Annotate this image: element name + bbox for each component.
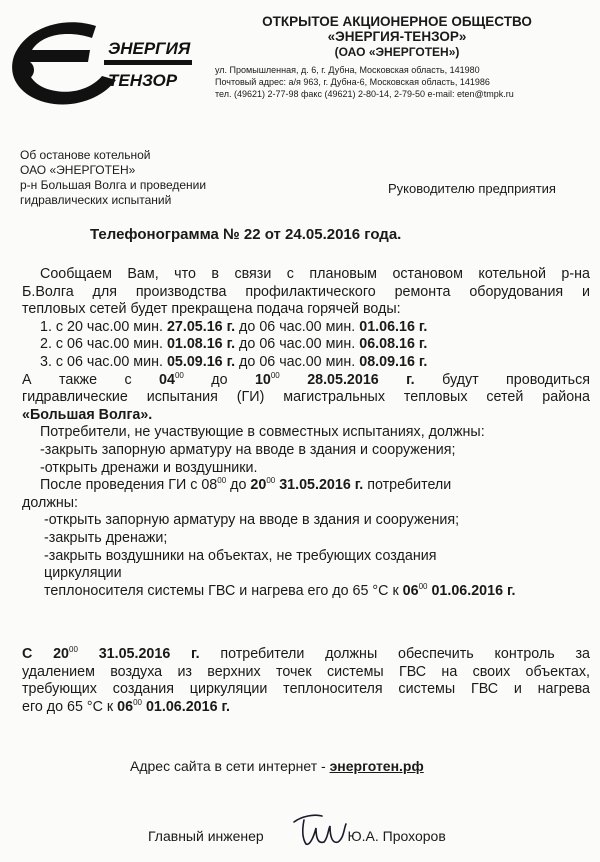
tests-line: гидравлические испытания (ГИ) магистральных тепловых сетей района: [22, 389, 590, 406]
org-postal-address: Почтовый адрес: а/я 963, г. Дубна-6, Московская область, 141986: [215, 77, 490, 87]
final-line: его до 65 °С к $06^{00}$ 01.06.2016 г.: [22, 697, 230, 715]
org-contacts: тел. (49621) 2-77-98 факс (49621) 2-80-14, 2-79-50 e-mail: eten@tmpk.ru: [215, 89, 514, 99]
body-text: [22, 266, 590, 600]
period-item: 3. с 06 час.00 мин. 05.09.16 г. до 06 час.00 мин. 08.09.16 г.: [40, 353, 428, 370]
addressee: Руководителю предприятия: [388, 181, 556, 196]
after-tests-item: теплоносителя системы ГВС и нагрева его до 65 °С к $06^{00}$ 01.06.2016 г.: [44, 581, 516, 599]
signer-name: Ю.А. Прохоров: [347, 828, 446, 844]
period-item: 1. с 20 час.00 мин. 27.05.16 г. до 06 час.00 мин. 01.06.16 г.: [40, 318, 428, 335]
org-name-line1: ОТКРЫТОЕ АКЦИОНЕРНОЕ ОБЩЕСТВО: [262, 14, 532, 29]
logo-word-energia: ЭНЕРГИЯ: [108, 39, 191, 58]
after-tests-item: -закрыть воздушники на объектах, не требующих создания: [44, 547, 437, 564]
after-tests-line: После проведения ГИ с $08^{00}$ до $20^{00}$ 31.05.2016 г. потребители: [40, 476, 452, 494]
logo-word-tenzor: ТЕНЗОР: [108, 71, 178, 90]
after-tests-item: -закрыть дренажи;: [44, 529, 168, 546]
final-line: удалением воздуха из верхних точек системы ГВС на своих объектах,: [22, 663, 590, 680]
company-logo: [8, 18, 198, 113]
subject-line: р-н Большая Волга и проведении: [20, 178, 207, 192]
website-line: [130, 758, 424, 774]
consumers-item: -открыть дренажи и воздушники.: [40, 459, 258, 476]
org-address: ул. Промышленная, д. 6, г. Дубна, Московская область, 141980: [215, 65, 480, 75]
subject-line: гидравлических испытаний: [20, 193, 172, 207]
document-title: Телефонограмма № 22 от 24.05.2016 года.: [90, 226, 402, 243]
subject-line: Об останове котельной: [20, 148, 151, 162]
website-label: Адрес сайта в сети интернет -: [130, 758, 330, 774]
tests-district: «Большая Волга».: [22, 406, 153, 423]
period-item: 2. с 06 час.00 мин. 01.08.16 г. до 06 час.00 мин. 06.08.16 г.: [40, 336, 428, 353]
org-short-name: (ОАО «ЭНЕРГОТЕН»): [334, 45, 460, 59]
intro-line: Сообщаем Вам, что в связи с плановым остановом котельной р-на: [40, 266, 590, 282]
final-line: требующих создания циркуляции теплоносителя системы ГВС и нагрева: [22, 681, 590, 698]
tests-line: А также с $04^{00}$ до $10^{00}$ 28.05.2016 г. будут проводиться: [22, 370, 590, 388]
intro-line: Б.Волга для производства профилактического ремонта оборудования и: [22, 283, 590, 300]
final-paragraph: [22, 646, 590, 716]
signer-role: Главный инженер: [148, 828, 264, 844]
consumers-item: -закрыть запорную арматуру на вводе в здания и сооружения;: [40, 441, 456, 458]
after-tests-item: -открыть запорную арматуру на вводе в здания и сооружения;: [44, 512, 460, 529]
website-link[interactable]: энерготен.рф: [329, 758, 424, 774]
consumers-line: Потребители, не участвующие в совместных испытаниях, должны:: [40, 424, 485, 441]
after-tests-line: должны:: [22, 494, 79, 511]
intro-line: тепловых сетей будет прекращена подача горячей воды:: [22, 301, 401, 318]
org-name-line2: «ЭНЕРГИЯ-ТЕНЗОР»: [327, 29, 467, 44]
final-line: С $20^{00}$ 31.05.2016 г. потребители должны обеспечить контроль за: [22, 645, 590, 662]
handwritten-signature: [288, 808, 358, 853]
subject-block: [20, 148, 206, 208]
subject-line: ОАО «ЭНЕРГОТЕН»: [20, 163, 136, 177]
after-tests-item: циркуляции: [44, 565, 122, 582]
